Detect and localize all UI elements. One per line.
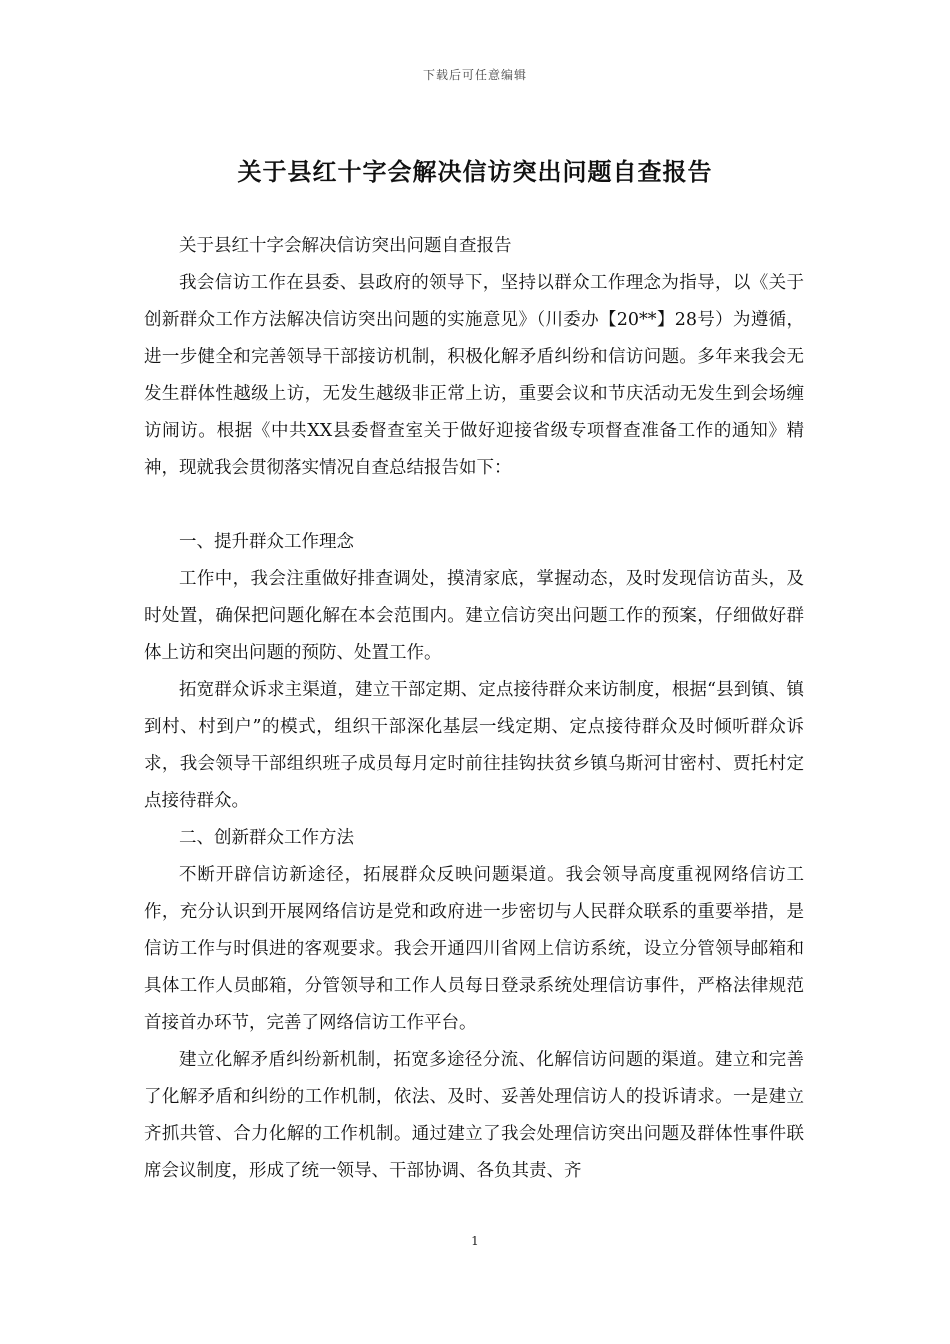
document-subtitle: 关于县红十字会解决信访突出问题自查报告 xyxy=(179,236,512,256)
intro-paragraph: 我会信访工作在县委、县政府的领导下，坚持以群众工作理念为指导，以《关于创新群众工作方法解决信访突出问题的实施意见》（川委办【20**】28号）为遵循，进一步健全和完善领导干部接访机制，积极化解矛盾纠纷和信访问题。多年来我会无发生群体性越级上访，无发生越级非正常上访，重要会议和节庆活动无发生到会场缠访闹访。根据《中共XX县委督查室关于做好迎接省级专项督查准备工作的通知》精神，现就我会贯彻落实情况自查总结报告如下： xyxy=(144,273,804,478)
section-2-paragraph-1: 不断开辟信访新途径，拓展群众反映问题渠道。我会领导高度重视网络信访工作，充分认识到开展网络信访是党和政府进一步密切与人民群众联系的重要举措，是信访工作与时俱进的客观要求。我会开通四川省网上信访系统，设立分管领导邮箱和具体工作人员邮箱，分管领导和工作人员每日登录系统处理信访事件，严格法律规范首接首办环节，完善了网络信访工作平台。 xyxy=(144,865,804,1033)
page-number: 1 xyxy=(471,1234,479,1248)
section-2-heading: 二、创新群众工作方法 xyxy=(179,828,354,848)
document-body xyxy=(144,228,804,1190)
document-title: 关于县红十字会解决信访突出问题自查报告 xyxy=(237,157,713,186)
section-1-paragraph-2: 拓宽群众诉求主渠道，建立干部定期、定点接待群众来访制度，根据“县到镇、镇到村、村到户”的模式，组织干部深化基层一线定期、定点接待群众及时倾听群众诉求，我会领导干部组织班子成员每月定时前往挂钩扶贫乡镇乌斯河甘密村、贾托村定点接待群众。 xyxy=(144,680,804,811)
section-1-heading: 一、提升群众工作理念 xyxy=(179,532,354,552)
header-note: 下载后可任意编辑 xyxy=(422,68,527,82)
section-1-paragraph-1: 工作中，我会注重做好排查调处，摸清家底，掌握动态，及时发现信访苗头，及时处置，确保把问题化解在本会范围内。建立信访突出问题工作的预案，仔细做好群体上访和突出问题的预防、处置工作。 xyxy=(144,569,804,663)
section-2-paragraph-2: 建立化解矛盾纠纷新机制，拓宽多途径分流、化解信访问题的渠道。建立和完善了化解矛盾和纠纷的工作机制，依法、及时、妥善处理信访人的投诉请求。一是建立齐抓共管、合力化解的工作机制。通过建立了我会处理信访突出问题及群体性事件联席会议制度，形成了统一领导、干部协调、各负其责、齐 xyxy=(144,1050,804,1181)
